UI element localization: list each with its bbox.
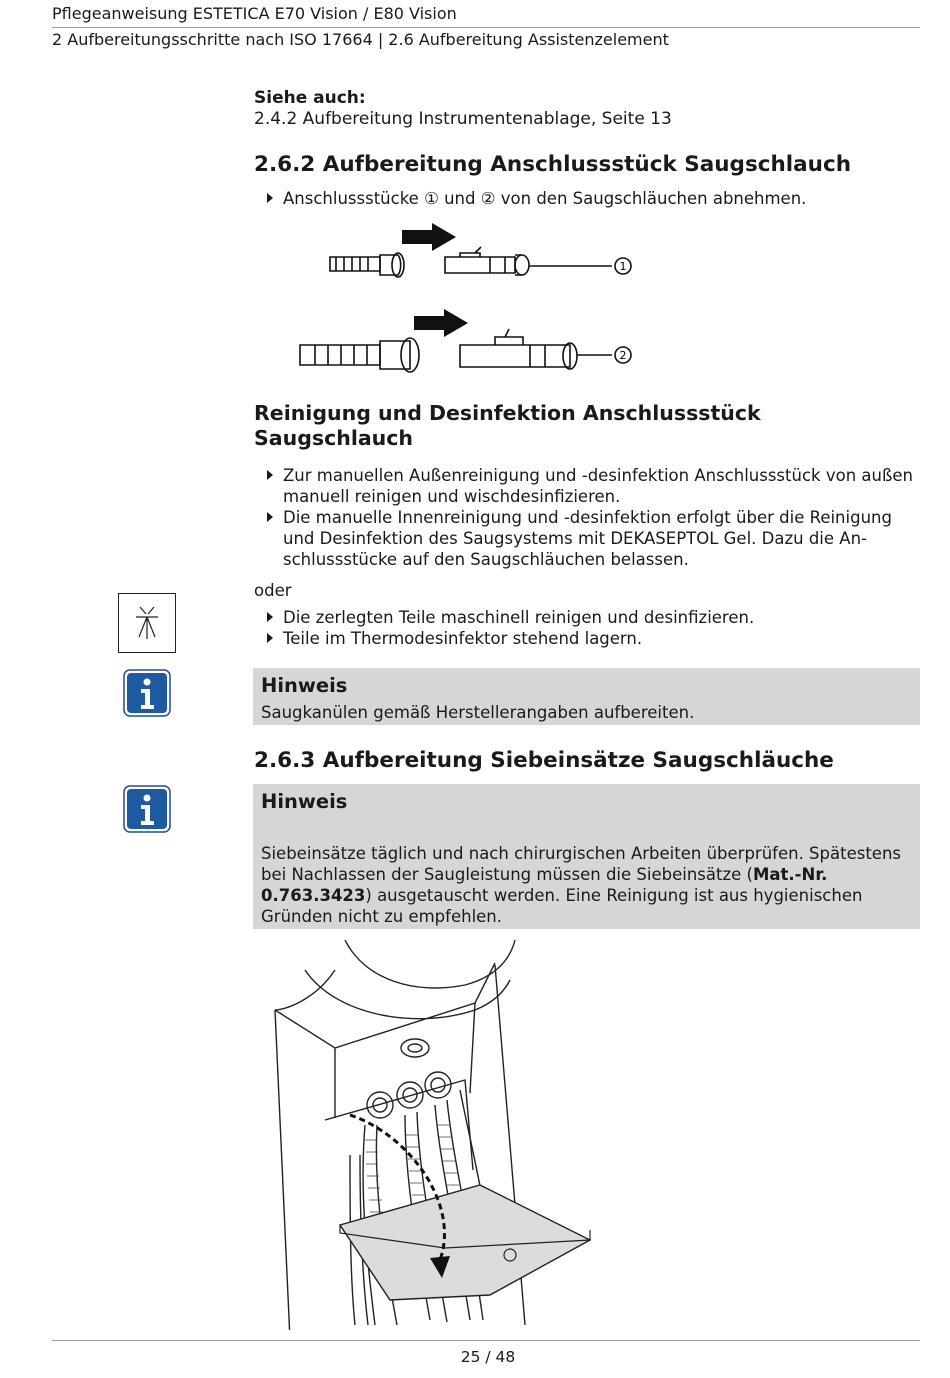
section-262-heading: 2.6.2 Aufbereitung Anschlussstück Saugschlauch [254, 152, 852, 177]
list-item: Anschlussstücke ① und ② von den Saugschläuchen abnehmen. [265, 188, 806, 209]
figure-label-1: 1 [619, 260, 627, 273]
info-icon [123, 669, 171, 717]
list-item: Zur manuellen Außenreinigung und -desinfektion Anschlussstück von außen manuell reinigen und wischdesinfizieren. [265, 465, 913, 507]
list-item: Teile im Thermodesinfektor stehend lagern. [265, 628, 754, 649]
bullet-triangle-icon [267, 512, 273, 522]
assistant-element-illustration [265, 940, 605, 1330]
connector-figure [290, 215, 650, 385]
info-icon [123, 785, 171, 833]
section-262-steps [265, 188, 806, 209]
bullet-triangle-icon [267, 470, 273, 480]
see-also-link[interactable]: 2.4.2 Aufbereitung Instrumentenablage, Seite 13 [254, 109, 672, 129]
page-number: 25 / 48 [460, 1348, 516, 1366]
header-divider [52, 27, 920, 28]
see-also-label: Siehe auch: [254, 88, 366, 108]
bullet-triangle-icon [267, 612, 273, 622]
bullet-triangle-icon [267, 633, 273, 643]
figure-label-2: 2 [619, 349, 627, 362]
list-item: Die manuelle Innenreinigung und -desinfektion erfolgt über die Reinigung und Desinfektion des Saugsystems mit DEKASEPTOL Gel. Dazu die An- schlussstücke auf den Saugschläuchen belassen. [265, 507, 913, 570]
list-item: Die zerlegten Teile maschinell reinigen und desinfizieren. [265, 607, 754, 628]
or-text: oder [254, 581, 292, 600]
cleaning-steps [265, 465, 913, 570]
breadcrumb: 2 Aufbereitungsschritte nach ISO 17664 | 2.6 Aufbereitung Assistenzelement [52, 30, 669, 49]
section-263-heading: 2.6.3 Aufbereitung Siebeinsätze Saugschläuche [254, 748, 834, 773]
bullet-triangle-icon [267, 193, 273, 203]
note-title: Hinweis [261, 790, 348, 813]
note-box [253, 784, 920, 929]
thermodisinfector-icon [118, 593, 176, 653]
note-text: Saugkanülen gemäß Herstellerangaben aufbereiten. [261, 703, 695, 722]
note-title: Hinweis [261, 674, 348, 697]
note-box [253, 668, 920, 725]
document-title: Pflegeanweisung ESTETICA E70 Vision / E80 Vision [52, 4, 457, 23]
machine-cleaning-steps [265, 607, 754, 649]
footer-divider [52, 1340, 920, 1341]
note-text: Siebeinsätze täglich und nach chirurgischen Arbeiten überprüfen. Spätestens bei Nachlassen der Saugleistung müssen die Siebeinsätze (Mat.-Nr. 0.763.3423) ausgetauscht werden. Eine Reinigung ist aus hygienischen Gründen nicht zu empfehlen. [261, 844, 902, 926]
cleaning-heading: Reinigung und Desinfektion Anschlussstück Saugschlauch [254, 401, 761, 450]
